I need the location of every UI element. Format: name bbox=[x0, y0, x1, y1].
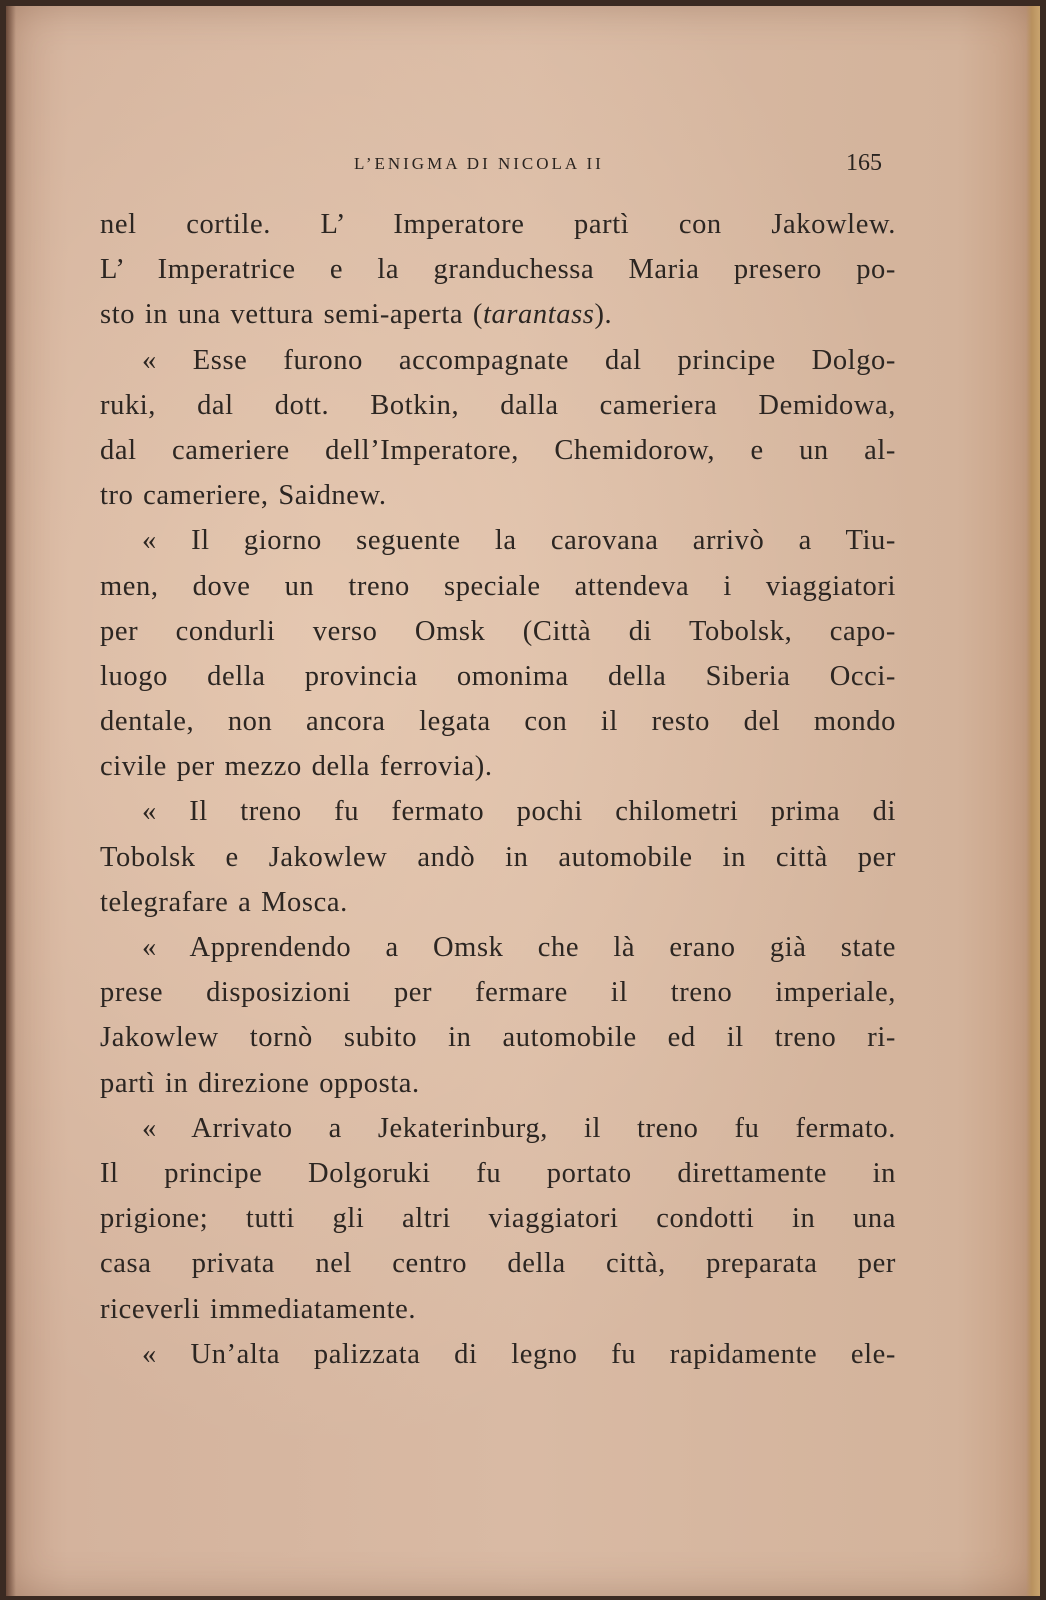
page-right-edge bbox=[1026, 6, 1040, 1596]
text-line: « Apprendendo a Omsk che là erano già state bbox=[142, 932, 896, 963]
text-line-segment: ). bbox=[594, 299, 613, 331]
text-line: per condurli verso Omsk (Città di Tobolsk, capo- bbox=[100, 615, 896, 647]
text-line: Jakowlew tornò subito in automobile ed il treno ri- bbox=[100, 1022, 896, 1054]
text-line: « Il treno fu fermato pochi chilometri prima di bbox=[142, 796, 896, 828]
text-line: civile per mezzo della ferrovia). bbox=[100, 751, 493, 783]
text-line-segment: sto in una vettura semi-aperta ( bbox=[100, 299, 483, 331]
text-line: luogo della provincia omonima della Siberia Occi- bbox=[100, 660, 896, 692]
text-line: partì in direzione opposta. bbox=[100, 1067, 420, 1099]
text-line: Tobolsk e Jakowlew andò in automobile in città per bbox=[100, 841, 896, 873]
text-line: « Un’alta palizzata di legno fu rapidamente ele- bbox=[142, 1338, 896, 1370]
text-line: « Il giorno seguente la carovana arrivò a Tiu- bbox=[142, 525, 896, 557]
text-line: riceverli immediatamente. bbox=[100, 1293, 417, 1325]
text-line: prigione; tutti gli altri viaggiatori condotti in una bbox=[100, 1203, 896, 1235]
text-line: casa privata nel centro della città, preparata per bbox=[100, 1248, 896, 1280]
text-line: men, dove un treno speciale attendeva i viaggiatori bbox=[100, 570, 896, 602]
text-line: ruki, dal dott. Botkin, dalla cameriera Demidowa, bbox=[100, 389, 896, 421]
body-text bbox=[100, 202, 896, 1377]
text-line: dentale, non ancora legata con il resto del mondo bbox=[100, 706, 896, 738]
text-line: prese disposizioni per fermare il treno imperiale, bbox=[100, 977, 896, 1009]
text-line: nel cortile. L’ Imperatore partì con Jakowlew. bbox=[100, 209, 896, 240]
page-number: 165 bbox=[846, 150, 882, 176]
text-line: L’ Imperatrice e la granduchessa Maria presero po- bbox=[100, 254, 896, 286]
text-line bbox=[100, 292, 896, 337]
text-line: telegrafare a Mosca. bbox=[100, 886, 348, 918]
running-head bbox=[98, 150, 892, 186]
text-line: tro cameriere, Saidnew. bbox=[100, 480, 387, 512]
text-line: « Esse furono accompagnate dal principe Dolgo- bbox=[142, 344, 896, 376]
text-line: « Arrivato a Jekaterinburg, il treno fu fermato. bbox=[142, 1112, 896, 1144]
italic-term: tarantass bbox=[482, 299, 595, 331]
book-page bbox=[6, 6, 1040, 1596]
text-line: Il principe Dolgoruki fu portato direttamente in bbox=[100, 1157, 896, 1189]
page-left-edge bbox=[6, 6, 16, 1596]
text-line: dal cameriere dell’Imperatore, Chemidorow, e un al- bbox=[100, 434, 896, 466]
running-head-title: L’ENIGMA DI NICOLA II bbox=[354, 154, 604, 173]
